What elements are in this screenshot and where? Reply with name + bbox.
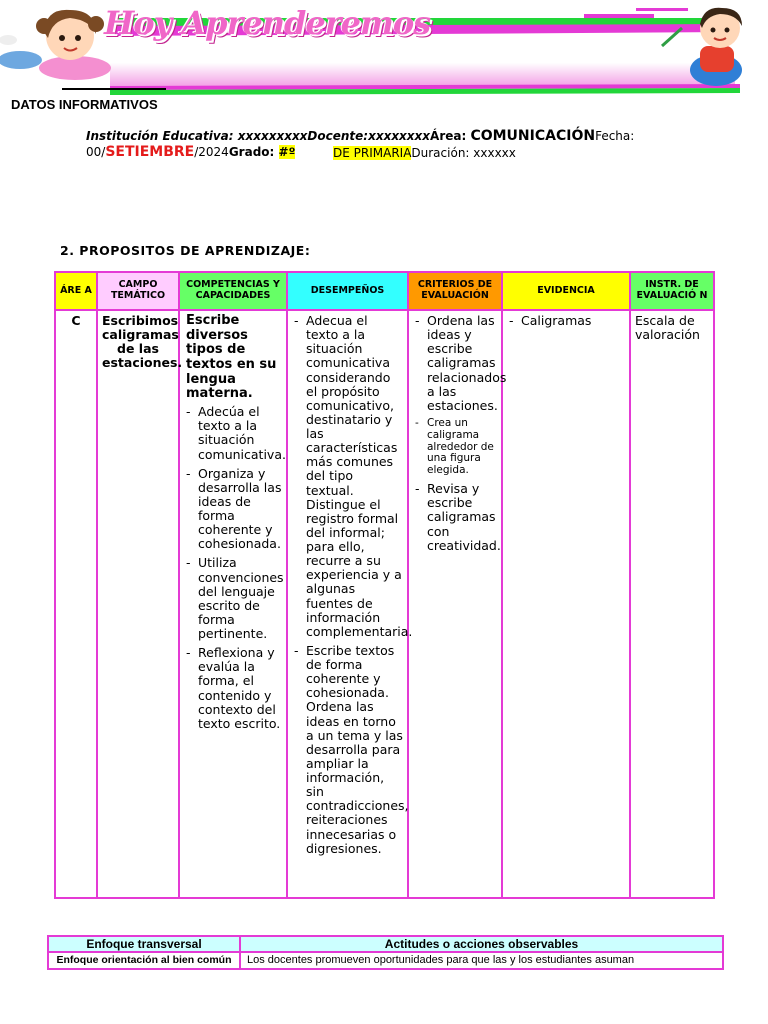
list-item: - Reflexiona y evalúa la forma, el contenido y contexto del texto escrito. <box>198 646 282 731</box>
area-value: COMUNICACIÓN <box>470 128 596 144</box>
fecha-label: Fecha: 00/ <box>86 129 635 159</box>
header-banner <box>0 0 768 96</box>
evidencia-list <box>507 314 625 328</box>
fecha-month: SETIEMBRE <box>105 144 195 160</box>
list-item: - Escribe textos de forma coherente y cohesionada. Ordena las ideas en torno a un tema y las desarrolla para ampliar la información, sin contradicciones, reiteraciones innecesarias o digresiones. <box>306 644 403 856</box>
docente-label: Docente:xxxxxxxx <box>307 129 431 143</box>
enfoque-table <box>47 935 724 970</box>
cell-instrumento: Escala de valoración <box>630 310 714 898</box>
list-item: - Adecúa el texto a la situación comunicativa. <box>198 405 282 462</box>
competencia-title: Escribe diversos tipos de textos en su lengua materna. <box>186 313 277 402</box>
enfoque-text: Los docentes promueven oportunidades para que las y los estudiantes asuman <box>240 952 723 969</box>
grado-label: Grado: <box>228 145 279 159</box>
header-area: ÁRE A <box>55 272 97 310</box>
info-line-2 <box>333 146 753 160</box>
list-item: - Revisa y escribe caligramas con creatividad. <box>427 482 497 553</box>
institucion-label: Institución Educativa: xxxxxxxxx <box>86 129 308 143</box>
area-label: Área: <box>430 129 471 143</box>
header-evidencia: EVIDENCIA <box>502 272 630 310</box>
cell-area: C <box>55 310 97 898</box>
header-campo: CAMPO TEMÁTICO <box>97 272 179 310</box>
header-criterios: CRITERIOS DE EVALUACIÓN <box>408 272 502 310</box>
enfoque-header-row <box>48 936 723 952</box>
enfoque-label: Enfoque orientación al bien común <box>48 952 240 969</box>
cell-criterios <box>408 310 507 898</box>
header-instrumento: INSTR. DE EVALUACIÓ N <box>630 272 714 310</box>
table-row <box>55 310 714 898</box>
list-item: - Ordena las ideas y escribe caligramas relacionados a las estaciones. <box>427 314 497 413</box>
list-item: - Caligramas <box>521 314 625 328</box>
enfoque-header-right: Actitudes o acciones observables <box>240 936 723 952</box>
list-item: - Adecua el texto a la situación comunicativa considerando el propósito comunicativo, destinatario y las características más comunes del tipo textual. Distingue el registro formal del informal; para ello, recurre a su experiencia y a algunas fuentes de información complementaria. <box>306 314 403 639</box>
desempenos-list <box>292 313 413 856</box>
cell-campo: Escribimos caligramas de las estaciones. <box>97 310 179 898</box>
criterios-list <box>413 313 507 553</box>
list-item: - Organiza y desarrolla las ideas de forma coherente y cohesionada. <box>198 467 282 552</box>
banner-title: Hoy Aprenderemos <box>104 4 431 42</box>
list-item: - Crea un caligrama alrededor de una figura elegida. <box>427 418 497 477</box>
header-competencias: COMPETENCIAS Y CAPACIDADES <box>179 272 287 310</box>
list-item: - Utiliza convenciones del lenguaje escrito de forma pertinente. <box>198 556 282 641</box>
duracion-label: Duración: xxxxxx <box>411 146 516 160</box>
cell-evidencia <box>502 310 630 898</box>
section-title-propositos: 2. PROPOSITOS DE APRENDIZAJE: <box>60 243 311 258</box>
capacidades-list <box>184 404 286 731</box>
fecha-year: /2024 <box>194 145 229 159</box>
grado-value: #º <box>278 145 296 159</box>
cell-desempenos <box>287 310 413 898</box>
section-title-datos: DATOS INFORMATIVOS <box>11 97 158 112</box>
header-desempenos: DESEMPEÑOS <box>287 272 408 310</box>
girl-illustration <box>0 10 111 80</box>
table-header-row <box>55 272 714 310</box>
propositos-table <box>54 271 715 899</box>
cell-competencias <box>179 310 287 898</box>
enfoque-header-left: Enfoque transversal <box>48 936 240 952</box>
table-row <box>48 952 723 969</box>
grado-rest: DE PRIMARIA <box>333 146 412 160</box>
